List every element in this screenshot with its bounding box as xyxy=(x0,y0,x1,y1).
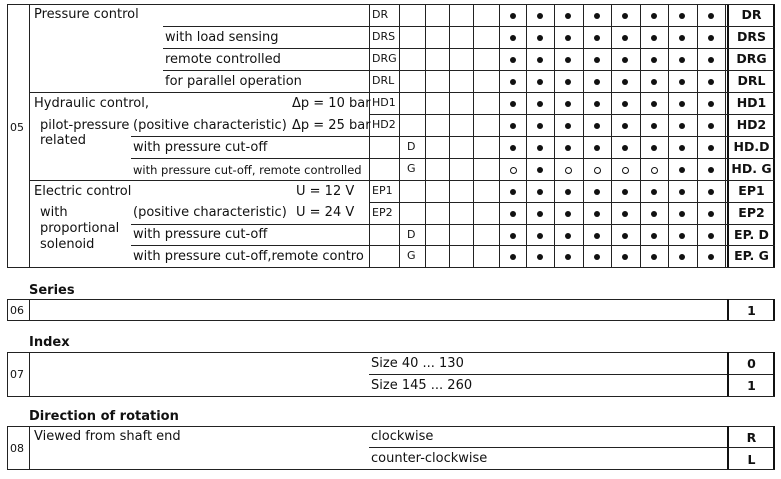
delta-p-10: Δp = 10 bar xyxy=(292,96,371,111)
availability-dot-icon xyxy=(622,79,628,85)
availability-dot-icon xyxy=(708,233,714,239)
row-label-hd-cutoff-remote: with pressure cut-off, remote controlled xyxy=(133,163,362,177)
availability-dot-icon xyxy=(679,13,685,19)
availability-dot-icon xyxy=(708,123,714,129)
ordering-code-cell: HD2 xyxy=(736,117,767,132)
availability-dot-icon xyxy=(708,79,714,85)
ordering-code-cell: DRG xyxy=(736,51,767,66)
availability-dot-icon xyxy=(537,167,543,173)
index-code-1: 1 xyxy=(747,378,756,393)
ordering-code-cell: HD. G xyxy=(731,161,772,176)
availability-dot-icon xyxy=(679,254,685,260)
availability-dot-icon xyxy=(679,57,685,63)
index-size-40-130: Size 40 ... 130 xyxy=(371,356,464,371)
availability-dot-icon xyxy=(565,254,571,260)
availability-dot-icon xyxy=(679,211,685,217)
index-code-0: 0 xyxy=(747,356,756,371)
availability-dot-icon xyxy=(651,79,657,85)
electric-characteristic: (positive characteristic) xyxy=(133,205,287,220)
abbr-cell: EP1 xyxy=(372,184,393,197)
availability-dot-icon xyxy=(537,35,543,41)
availability-dot-icon xyxy=(565,145,571,151)
availability-dot-icon xyxy=(622,211,628,217)
row-label-ep-cutoff-remote: with pressure cut-off,remote contro xyxy=(133,249,364,264)
delta-p-25: Δp = 25 bar xyxy=(292,118,371,133)
option-cell: D xyxy=(407,228,416,241)
abbr-cell: HD1 xyxy=(372,96,396,109)
availability-dot-icon xyxy=(651,233,657,239)
ordering-code-cell: DRL xyxy=(737,73,766,88)
abbr-cell: EP2 xyxy=(372,206,393,219)
availability-dot-icon xyxy=(679,145,685,151)
availability-dot-icon xyxy=(679,35,685,41)
availability-dot-icon xyxy=(510,123,516,129)
availability-dot-icon xyxy=(651,145,657,151)
abbr-cell: DRL xyxy=(372,74,395,87)
availability-dot-icon xyxy=(622,233,628,239)
availability-dot-icon xyxy=(594,35,600,41)
availability-dot-icon xyxy=(651,35,657,41)
availability-dot-icon xyxy=(537,145,543,151)
availability-dot-icon xyxy=(565,211,571,217)
availability-dot-icon xyxy=(708,211,714,217)
abbr-cell: DRS xyxy=(372,30,396,43)
section-05-number: 05 xyxy=(10,121,24,134)
option-cell: G xyxy=(407,249,416,262)
availability-dot-icon xyxy=(537,13,543,19)
availability-dot-icon xyxy=(565,57,571,63)
ordering-code-cell: DR xyxy=(741,7,762,22)
availability-dot-icon xyxy=(594,101,600,107)
availability-dot-icon xyxy=(510,233,516,239)
availability-dot-icon xyxy=(622,13,628,19)
availability-dot-icon xyxy=(708,167,714,173)
availability-dot-icon xyxy=(594,189,600,195)
availability-dot-icon xyxy=(708,57,714,63)
abbr-cell: DRG xyxy=(372,52,397,65)
availability-dot-icon xyxy=(708,189,714,195)
availability-dot-icon xyxy=(708,35,714,41)
availability-dot-icon xyxy=(537,254,543,260)
availability-dot-icon xyxy=(651,254,657,260)
ordering-code-cell: HD1 xyxy=(736,95,767,110)
availability-dot-icon xyxy=(537,79,543,85)
series-code: 1 xyxy=(747,303,756,318)
availability-dot-icon xyxy=(594,123,600,129)
rotation-code-r: R xyxy=(746,430,757,445)
ordering-code-cell: DRS xyxy=(736,29,766,44)
availability-dot-icon xyxy=(708,13,714,19)
row-label-remote-controlled: remote controlled xyxy=(165,52,281,67)
availability-dot-icon xyxy=(565,35,571,41)
availability-dot-icon xyxy=(510,79,516,85)
availability-dot-icon xyxy=(594,145,600,151)
availability-dot-icon xyxy=(565,101,571,107)
availability-dot-icon xyxy=(651,57,657,63)
availability-dot-icon xyxy=(594,211,600,217)
availability-dot-icon xyxy=(537,101,543,107)
availability-dot-icon xyxy=(708,254,714,260)
hydraulic-control-label: Hydraulic control, xyxy=(34,96,149,111)
series-number: 06 xyxy=(10,304,24,317)
availability-dot-icon xyxy=(594,13,600,19)
availability-ring-icon xyxy=(622,167,629,174)
series-heading: Series xyxy=(29,283,75,298)
hydraulic-related-label: related xyxy=(40,133,86,148)
ordering-code-cell: EP1 xyxy=(738,183,765,198)
row-label-pressure-control: Pressure control xyxy=(34,7,139,22)
availability-dot-icon xyxy=(537,211,543,217)
availability-dot-icon xyxy=(594,57,600,63)
availability-dot-icon xyxy=(622,145,628,151)
abbr-cell: HD2 xyxy=(372,118,396,131)
row-label-hd-cutoff: with pressure cut-off xyxy=(133,140,268,155)
row-label-ep-cutoff: with pressure cut-off xyxy=(133,227,268,242)
availability-dot-icon xyxy=(537,233,543,239)
index-heading: Index xyxy=(29,335,70,350)
ordering-code-cell: EP. D xyxy=(734,227,769,242)
rotation-number: 08 xyxy=(10,442,24,455)
ordering-code-cell: EP. G xyxy=(734,248,769,263)
hydraulic-characteristic: (positive characteristic) xyxy=(133,118,287,133)
availability-dot-icon xyxy=(708,101,714,107)
availability-dot-icon xyxy=(622,35,628,41)
ordering-code-cell: EP2 xyxy=(738,205,765,220)
availability-dot-icon xyxy=(622,123,628,129)
availability-dot-icon xyxy=(510,254,516,260)
electric-solenoid-label: solenoid xyxy=(40,237,95,252)
availability-dot-icon xyxy=(510,57,516,63)
availability-dot-icon xyxy=(594,79,600,85)
ordering-code-cell: HD.D xyxy=(733,139,770,154)
availability-dot-icon xyxy=(679,123,685,129)
availability-dot-icon xyxy=(679,189,685,195)
availability-dot-icon xyxy=(537,189,543,195)
availability-dot-icon xyxy=(622,254,628,260)
availability-dot-icon xyxy=(622,189,628,195)
electric-proportional-label: proportional xyxy=(40,221,120,236)
availability-dot-icon xyxy=(510,189,516,195)
index-number: 07 xyxy=(10,368,24,381)
row-label-load-sensing: with load sensing xyxy=(165,30,279,45)
availability-dot-icon xyxy=(651,189,657,195)
rotation-clockwise: clockwise xyxy=(371,429,434,444)
availability-ring-icon xyxy=(651,167,658,174)
availability-dot-icon xyxy=(594,254,600,260)
availability-dot-icon xyxy=(651,123,657,129)
option-cell: G xyxy=(407,162,416,175)
rotation-counter-clockwise: counter-clockwise xyxy=(371,451,488,466)
availability-dot-icon xyxy=(651,13,657,19)
electric-control-label: Electric control xyxy=(34,184,132,199)
availability-dot-icon xyxy=(679,79,685,85)
availability-dot-icon xyxy=(510,101,516,107)
availability-dot-icon xyxy=(510,35,516,41)
index-size-145-260: Size 145 ... 260 xyxy=(371,378,473,393)
availability-dot-icon xyxy=(622,57,628,63)
availability-dot-icon xyxy=(510,13,516,19)
availability-dot-icon xyxy=(651,211,657,217)
availability-dot-icon xyxy=(565,123,571,129)
availability-dot-icon xyxy=(679,167,685,173)
row-label-parallel-operation: for parallel operation xyxy=(165,74,302,89)
hydraulic-pilot-label: pilot-pressure xyxy=(40,118,130,133)
availability-dot-icon xyxy=(679,233,685,239)
availability-dot-icon xyxy=(622,101,628,107)
availability-ring-icon xyxy=(594,167,601,174)
availability-dot-icon xyxy=(565,79,571,85)
availability-dot-icon xyxy=(537,123,543,129)
availability-dot-icon xyxy=(565,233,571,239)
rotation-viewed-label: Viewed from shaft end xyxy=(34,429,181,444)
abbr-cell: DR xyxy=(372,8,389,21)
rotation-heading: Direction of rotation xyxy=(29,409,179,424)
availability-dot-icon xyxy=(651,101,657,107)
availability-ring-icon xyxy=(510,167,517,174)
voltage-24: U = 24 V xyxy=(296,205,355,220)
availability-dot-icon xyxy=(565,13,571,19)
availability-dot-icon xyxy=(679,101,685,107)
availability-dot-icon xyxy=(510,145,516,151)
availability-ring-icon xyxy=(565,167,572,174)
rotation-code-l: L xyxy=(747,452,756,467)
availability-dot-icon xyxy=(594,233,600,239)
availability-dot-icon xyxy=(708,145,714,151)
option-cell: D xyxy=(407,140,416,153)
availability-dot-icon xyxy=(510,211,516,217)
electric-with-label: with xyxy=(40,205,68,220)
availability-dot-icon xyxy=(565,189,571,195)
voltage-12: U = 12 V xyxy=(296,184,355,199)
availability-dot-icon xyxy=(537,57,543,63)
